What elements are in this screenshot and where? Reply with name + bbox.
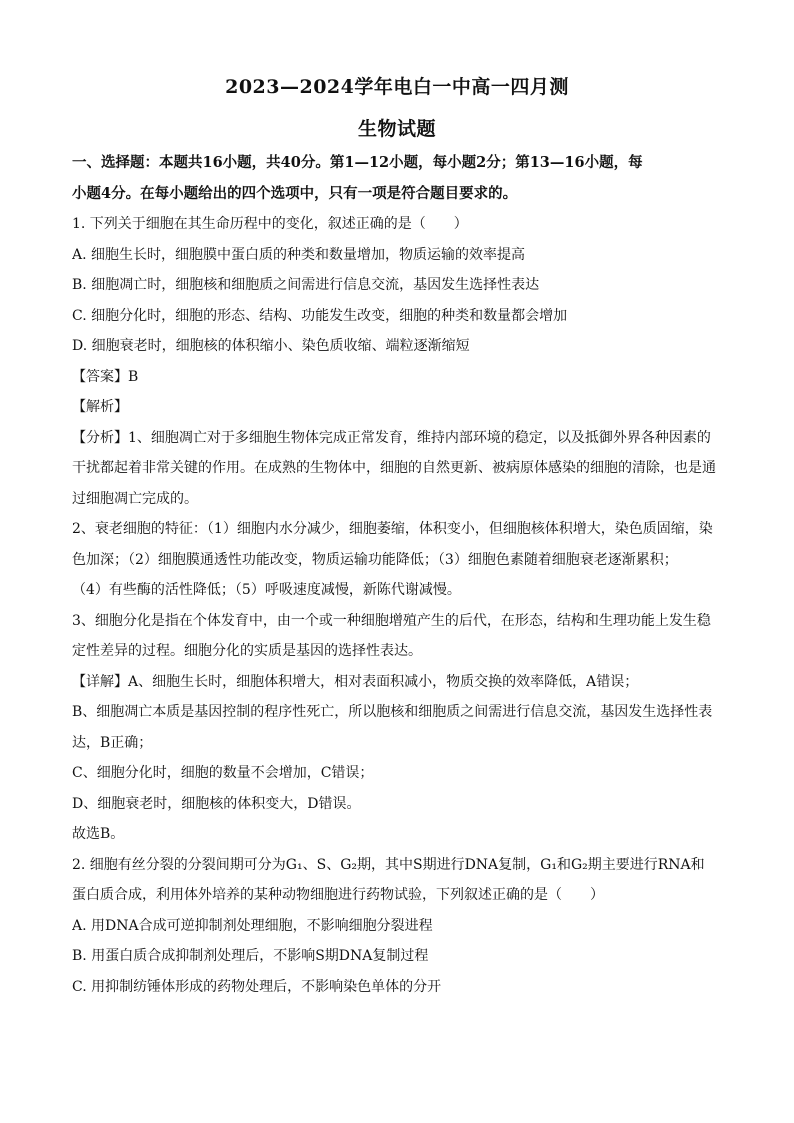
answer-value: B <box>128 368 139 385</box>
conclusion: 故选B。 <box>72 826 125 842</box>
section-heading-line-1: 一、选择题：本题共16小题，共40分。第1—12小题，每小题2分；第13—16小题，每 <box>72 154 643 171</box>
analysis-point-1-line-2: 干扰都起着非常关键的作用。在成熟的生物体中，细胞的自然更新、被病原体感染的细胞的清除，也是通 <box>72 460 716 476</box>
answer-line <box>72 362 724 393</box>
analysis-point-3-line-2: 定性差异的过程。细胞分化的实质是基因的选择性表达。 <box>72 643 422 659</box>
detail-d: D、细胞衰老时，细胞核的体积变大，D错误。 <box>72 795 361 812</box>
question-2-option-c: C. 用抑制纺锤体形成的药物处理后，不影响染色单体的分开 <box>72 978 442 995</box>
detail-b-line-1: B、细胞凋亡本质是基因控制的程序性死亡，所以胞核和细胞质之间需进行信息交流，基因发生选择性表 <box>72 704 713 720</box>
analysis-point-2-line-1: 2、衰老细胞的特征：（1）细胞内水分减少，细胞萎缩，体积变小，但细胞核体积增大，染色质固缩，染 <box>72 521 713 537</box>
fenxi-text: 1、细胞凋亡对于多细胞生物体完成正常发育，维持内部环境的稳定，以及抵御外界各种因素的 <box>128 429 711 446</box>
analysis-label: 【解析】 <box>72 399 128 415</box>
detail-b-line-2: 达，B正确； <box>72 734 153 751</box>
detail-a <box>72 667 724 698</box>
fenxi-label: 【分析】 <box>72 429 128 446</box>
question-1-option-d: D. 细胞衰老时，细胞核的体积缩小、染色质收缩、端粒逐渐缩短 <box>72 338 470 354</box>
detail-label: 【详解】 <box>72 673 128 690</box>
question-2-stem-line-2: 蛋白质合成，利用体外培养的某种动物细胞进行药物试验，下列叙述正确的是（ ） <box>72 887 604 903</box>
document-body <box>72 148 724 1002</box>
detail-c: C、细胞分化时，细胞的数量不会增加，C错误； <box>72 765 374 781</box>
analysis-point-1-line-3: 过细胞凋亡完成的。 <box>72 490 198 507</box>
detail-a-text: A、细胞生长时，细胞体积增大，相对表面积减小，物质交换的效率降低，A错误； <box>128 673 639 690</box>
question-1-option-c: C. 细胞分化时，细胞的形态、结构、功能发生改变，细胞的种类和数量都会增加 <box>72 307 568 324</box>
analysis-point-2-line-3: （4）有些酶的活性降低；（5）呼吸速度减慢，新陈代谢减慢。 <box>72 582 461 598</box>
question-2-stem-line-1: 2. 细胞有丝分裂的分裂间期可分为G₁、S、G₂期，其中S期进行DNA复制，G₁和G₂期主要进行RNA和 <box>72 856 705 873</box>
section-heading-line-2: 小题4分。在每小题给出的四个选项中，只有一项是符合题目要求的。 <box>72 184 518 202</box>
analysis-point-1-line-1 <box>72 423 724 454</box>
question-1-option-b: B. 细胞凋亡时，细胞核和细胞质之间需进行信息交流，基因发生选择性表达 <box>72 277 540 293</box>
question-2-option-b: B. 用蛋白质合成抑制剂处理后，不影响S期DNA复制过程 <box>72 948 429 964</box>
question-2-option-a: A. 用DNA合成可逆抑制剂处理细胞，不影响细胞分裂进程 <box>72 917 433 934</box>
analysis-point-3-line-1: 3、细胞分化是指在个体发育中，由一个或一种细胞增殖产生的后代，在形态，结构和生理功能上发生稳 <box>72 612 711 629</box>
answer-label: 【答案】 <box>72 368 128 385</box>
subject-title: 生物试题 <box>357 118 436 140</box>
analysis-point-2-line-2: 色加深；（2）细胞膜通透性功能改变，物质运输功能降低；（3）细胞色素随着细胞衰老逐渐累积； <box>72 551 678 568</box>
question-1-option-a: A. 细胞生长时，细胞膜中蛋白质的种类和数量增加，物质运输的效率提高 <box>72 246 526 263</box>
exam-title: 2023—2024学年电白一中高一四月测 <box>225 76 569 98</box>
question-1-stem: 1. 下列关于细胞在其生命历程中的变化，叙述正确的是（ ） <box>72 216 468 232</box>
